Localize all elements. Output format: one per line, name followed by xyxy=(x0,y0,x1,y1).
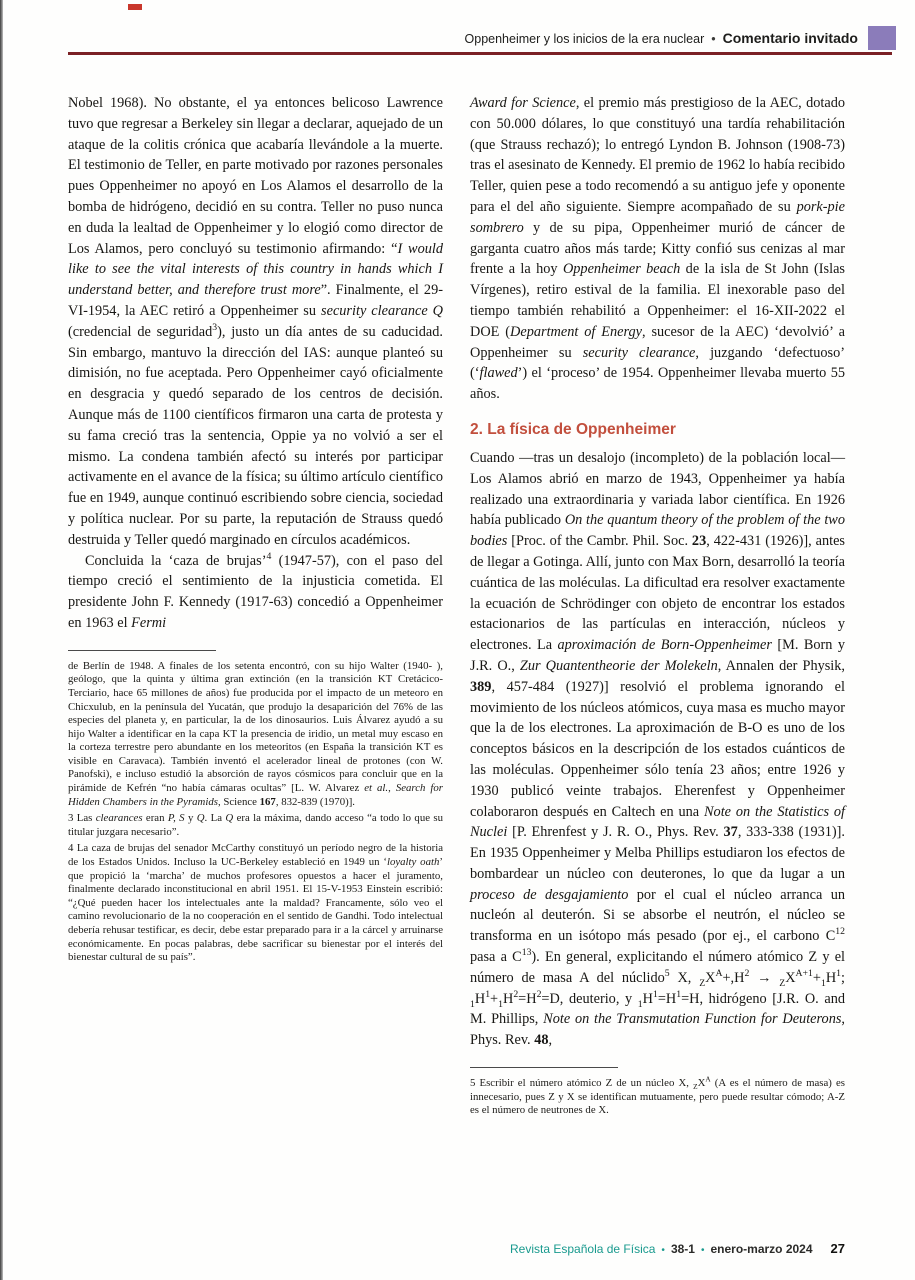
right-column-text xyxy=(470,448,845,1051)
right-column-lead xyxy=(470,93,845,405)
page-left-scan-edge xyxy=(0,0,3,1280)
footnote: 5 Escribir el número atómico Z de un núcleo X, $_ZX^A$ (A es el número de masa) es innecesario, pues Z y X se identifican mutuamente, pero puede resultar cómodo; A-Z es el número de neutrones de X. xyxy=(470,1074,845,1117)
footnote: de Berlín de 1948. A finales de los setenta encontró, con su hijo Walter (1940- ), geólogo, que la quinta y última gran extinción (en la transición KT Cretácico-Terciario, hace 65 millones de años) fue producida por el impacto de un meteoro en Chicxulub, en la península del Yucatán, que produjo la desaparición del 76% de las especies del planeta y, en particular, la de los dinosaurios. Luis Álvarez ayudó a su hijo Walter a identificar en la capa KT la presencia de iridio, un metal muy escaso en la corteza terrestre pero abundante en los meteoritos (en España la transición KT es visible en Caravaca). También inventó el acelerador lineal de protones (con W. Panofski), e incluso estudió la absorción de rayos cósmicos para concluir que en la pirámide de Kefrén “no había cámaras ocultas” [L. W. Alvarez et al., Search for Hidden Chambers in the Pyramids, Science 167, 832-839 (1970)]. xyxy=(68,659,443,808)
running-header xyxy=(465,30,858,46)
body-paragraph: Nobel 1968). No obstante, el ya entonces belicoso Lawrence tuvo que regresar a Berkeley sin llegar a declarar, aquejado de un ataque de la colitis crónica que acabaría llevándole a la muerte. El testimonio de Teller, en parte motivado por razones personales pues Oppenheimer no apoyó en Los Alamos el desarrollo de la bomba de hidrógeno, decidió en su contra. Teller no puso nunca en duda la lealtad de Oppenheimer y lo elogió como director de Los Alamos, pero concluyó su testimonio afirmando: “I would like to see the vital interests of this country in hands which I understand better, and therefore trust more”. Finalmente, el 29-VI-1954, la AEC retiró a Oppenheimer su security clearance Q (credencial de seguridad$^3$), justo un día antes de su caducidad. Sin embargo, mantuvo la dirección del IAS: aunque planteó su dimisión, no fue aceptada. Pero Oppenheimer cayó oficialmente en desgracia y quedó separado de los centros de decisión. Aunque más de 1100 científicos firmaron una carta de protesta y su fama creció tras la sentencia, Oppie ya no volvió a ser el mismo. La condena también afectó su interés por participar activamente en el avance de la física; su último artículo científico fue en 1949, aunque continuó escribiendo sobre ciencia, sociedad y política nuclear. Por su parte, la reputación de Strauss quedó destruida y Teller quedó marginado en círculos académicos. xyxy=(68,95,443,548)
footer-separator: • xyxy=(661,1245,665,1256)
footnote-rule-left xyxy=(68,650,216,651)
footer-separator: • xyxy=(700,1245,705,1256)
page-footer xyxy=(510,1241,845,1256)
body-paragraph: Cuando —tras un desalojo (incompleto) de la población local— Los Alamos abrió en marzo de 1943, Oppenheimer ya había realizado una extraordinaria y variada labor científica. En 1926 había publicado On the quantum theory of the problem of the two bodies [Proc. of the Cambr. Phil. Soc. 23, 422-431 (1926)], antes de llegar a Gotinga. Allí, junto con Max Born, desarrolló la teoría cuántica de las moléculas. La dificultad era resolver exactamente la ecuación de Schrödinger con objeto de encontrar los estados estacionarios de las partículas en interacción, núcleos y electrones. La aproximación de Born-Oppenheimer [M. Born y J.R. O., Zur Quantentheorie der Molekeln, Annalen der Physik, 389, 457-484 (1927)] resolvió el problema ignorando el movimiento de los núcleos atómicos, cuya masa es mucho mayor que la de los electrones. La aproximación de B-O es uno de los conceptos básicos en la descripción de los estados cuánticos de las moléculas. Oppenheimer sólo tenía 23 años; entre 1926 y 1930 publicó veinte trabajos. Eherenfest y Oppenheimer colaboraron después en Caltech en una Note on the Statistics of Nuclei [P. Ehrenfest y J. R. O., Phys. Rev. 37, 333-338 (1931)]. En 1935 Oppenheimer y Melba Phillips estudiaron los efectos de bombardear un núcleo con deuterones, lo que da lugar a un proceso de desgajamiento por el cual el núcleo arranca un nucleón al deuterón. Si se absorbe el neutrón, el núcleo se transforma en un isótopo más pesado (por ej., el carbono $C^{12}$ pasa a $C^{13}$). En general, explicitando el número atómico Z y el número de masa A del núclido$^5$ X, $_ZX^A+,H^2 \to _ZX^{A+1}+_1H^1$; $_1H^1+_1H^2=H^2=D$, deuterio, y $_1H^1=H^1=H$, hidrógeno [J.R. O. and M. Phillips, Note on the Transmutation Function for Deuterons, Phys. Rev. 48, xyxy=(470,449,846,1049)
running-header-article-title: Oppenheimer y los inicios de la era nuclear xyxy=(464,32,705,46)
header-rule xyxy=(68,52,892,55)
footnote: 4 La caza de brujas del senador McCarthy constituyó un período negro de la historia de los Estados Unidos. Incluso la UC-Berkeley estableció en 1949 un ‘loyalty oath’ que propició la ‘marcha’ de muchos profesores opuestos a hacer el juramento, finalmente declarado inconstitucional en abril 1951. El 15-V-1953 Einstein escribió: “¿Qué pueden hacer los intelectuales ante la maldad? Francamente, sólo veo el camino revolucionario de la no cooperación en el sentido de Gandhi. Todo intelectual debería rehusar testificar, es decir, debe estar preparado para ir a la cárcel y arruinarse económicamente. En pocas palabras, debe sacrificar su bienestar por el interés del bienestar cultural de su país”. xyxy=(68,842,443,964)
left-column-text xyxy=(68,93,443,634)
issue-date: enero-marzo 2024 xyxy=(710,1242,813,1256)
running-header-section-label: Comentario invitado xyxy=(722,30,858,46)
left-column xyxy=(68,93,443,968)
left-column-footnotes xyxy=(68,660,443,965)
body-paragraph: Concluida la ‘caza de brujas’$^4$ (1947-57), con el paso del tiempo creció el sentimiento de la injusticia cometida. El presidente John F. Kennedy (1917-63) concedió a Oppenheimer en 1963 el Fermi xyxy=(68,550,443,631)
section-heading: 2. La física de Oppenheimer xyxy=(470,420,676,438)
body-paragraph: Award for Science, el premio más prestigioso de la AEC, dotado con 50.000 dólares, lo que constituyó una tardía rehabilitación (que Strauss rechazó); lo entregó Lyndon B. Johnson (1908-73) tras el asesinato de Kennedy. El premio de 1962 lo había recibido Teller, quien pese a todo recomendó a su antiguo jefe y oponente para el del año siguiente. Siempre acompañado de su pork-pie sombrero y de su pipa, Oppenheimer murió de cáncer de garganta cuatro años más tarde; Kitty confió sus cenizas al mar frente a la hoy Oppenheimer beach de la isla de St John (Islas Vírgenes), retiro estival de la familia. El inexorable paso del tiempo también rehabilitó a Oppenheimer: el 16-XII-2022 el DOE (Department of Energy, sucesor de la AEC) ‘devolvió’ a Oppenheimer su security clearance, juzgando ‘defectuoso’ (‘flawed’) el ‘proceso’ de 1954. Oppenheimer llevaba muerto 55 años. xyxy=(470,95,846,403)
right-column xyxy=(470,93,845,1121)
issue-number: 38-1 xyxy=(670,1242,695,1256)
corner-accent-square xyxy=(868,26,896,50)
print-artifact-mark xyxy=(128,4,142,10)
footnote: 3 Las clearances eran P, S y Q. La Q era la máxima, dando acceso “a todo lo que su titular juzgara necesario”. xyxy=(68,812,443,838)
running-header-separator: • xyxy=(711,32,716,46)
page-number: 27 xyxy=(830,1241,845,1256)
right-column-footnotes xyxy=(470,1074,845,1118)
footnote-rule-right xyxy=(470,1067,618,1068)
article-body xyxy=(68,93,845,1121)
journal-name: Revista Española de Física xyxy=(510,1242,656,1256)
